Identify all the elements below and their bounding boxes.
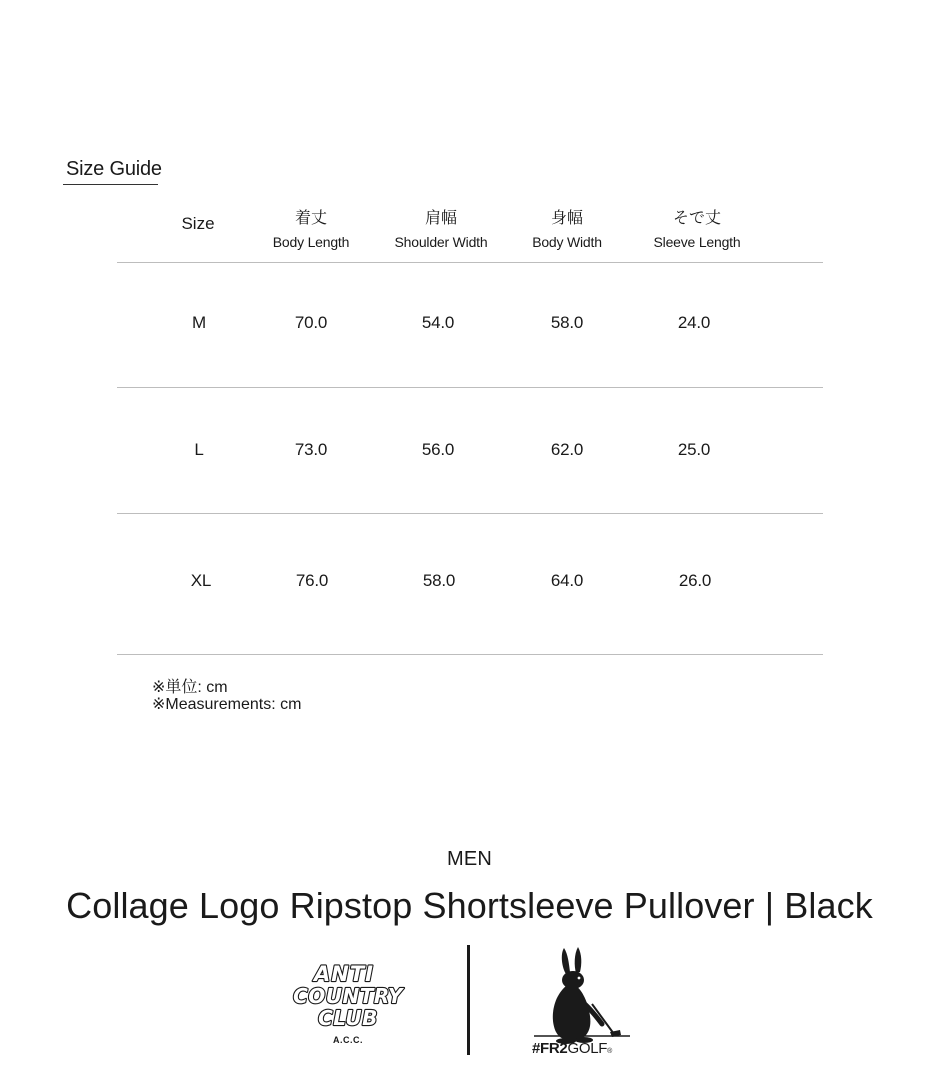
registered-mark: ®	[607, 1048, 612, 1055]
cell-sleeve-length: 24.0	[677, 313, 711, 332]
size-guide-title-underline	[63, 184, 158, 185]
product-name: Collage Logo Ripstop Shortsleeve Pullover | Black	[66, 885, 873, 926]
column-header-body-width	[532, 208, 602, 250]
table-divider	[117, 262, 823, 263]
unit-note-en: ※Measurements: cm	[152, 696, 302, 713]
column-header-body-length	[273, 208, 349, 250]
cell-size: L	[194, 440, 204, 459]
fr2-golf: GOLF	[567, 1040, 608, 1057]
column-header-jp: 身幅	[550, 208, 583, 227]
product-category: MEN	[446, 848, 493, 870]
cell-body-length: 73.0	[294, 440, 328, 459]
cell-shoulder-width: 54.0	[421, 313, 455, 332]
column-header-jp: 肩幅	[424, 208, 458, 227]
table-divider	[117, 513, 823, 514]
cell-sleeve-length: 25.0	[677, 440, 711, 459]
unit-note-jp: ※単位: cm	[152, 679, 228, 696]
column-header-jp: 着丈	[294, 208, 328, 227]
column-header-en: Sleeve Length	[653, 234, 741, 250]
cell-body-width: 62.0	[550, 440, 584, 459]
logo-sub: A.C.C.	[333, 1035, 363, 1045]
size-guide-title: Size Guide	[66, 158, 162, 180]
cell-body-width: 64.0	[550, 571, 584, 590]
cell-shoulder-width: 58.0	[422, 571, 456, 590]
column-header-size: Size	[181, 214, 215, 233]
cell-body-length: 70.0	[294, 313, 328, 332]
logo-line: COUNTRY	[293, 984, 403, 1008]
column-header-shoulder-width	[395, 208, 488, 250]
table-divider	[117, 387, 823, 388]
column-header-sleeve-length	[654, 208, 741, 250]
fr2-hash: #FR2	[532, 1040, 568, 1057]
fr2-golf-wordmark	[532, 1040, 612, 1057]
cell-size: XL	[190, 571, 212, 590]
cell-shoulder-width: 56.0	[421, 440, 455, 459]
cell-body-width: 58.0	[550, 313, 584, 332]
cell-body-length: 76.0	[295, 571, 329, 590]
table-divider	[117, 654, 823, 655]
logo-line: CLUB	[318, 1006, 378, 1030]
column-header-jp: そで丈	[672, 208, 722, 227]
column-header-en: Body Width	[532, 234, 602, 250]
logo-line: ANTI	[314, 962, 374, 986]
cell-size: M	[192, 313, 206, 332]
column-header-en: Shoulder Width	[394, 234, 488, 250]
column-header-en: Body Length	[272, 234, 350, 250]
logo-divider	[467, 945, 470, 1055]
cell-sleeve-length: 26.0	[678, 571, 712, 590]
anti-country-club-logo	[282, 955, 418, 1050]
